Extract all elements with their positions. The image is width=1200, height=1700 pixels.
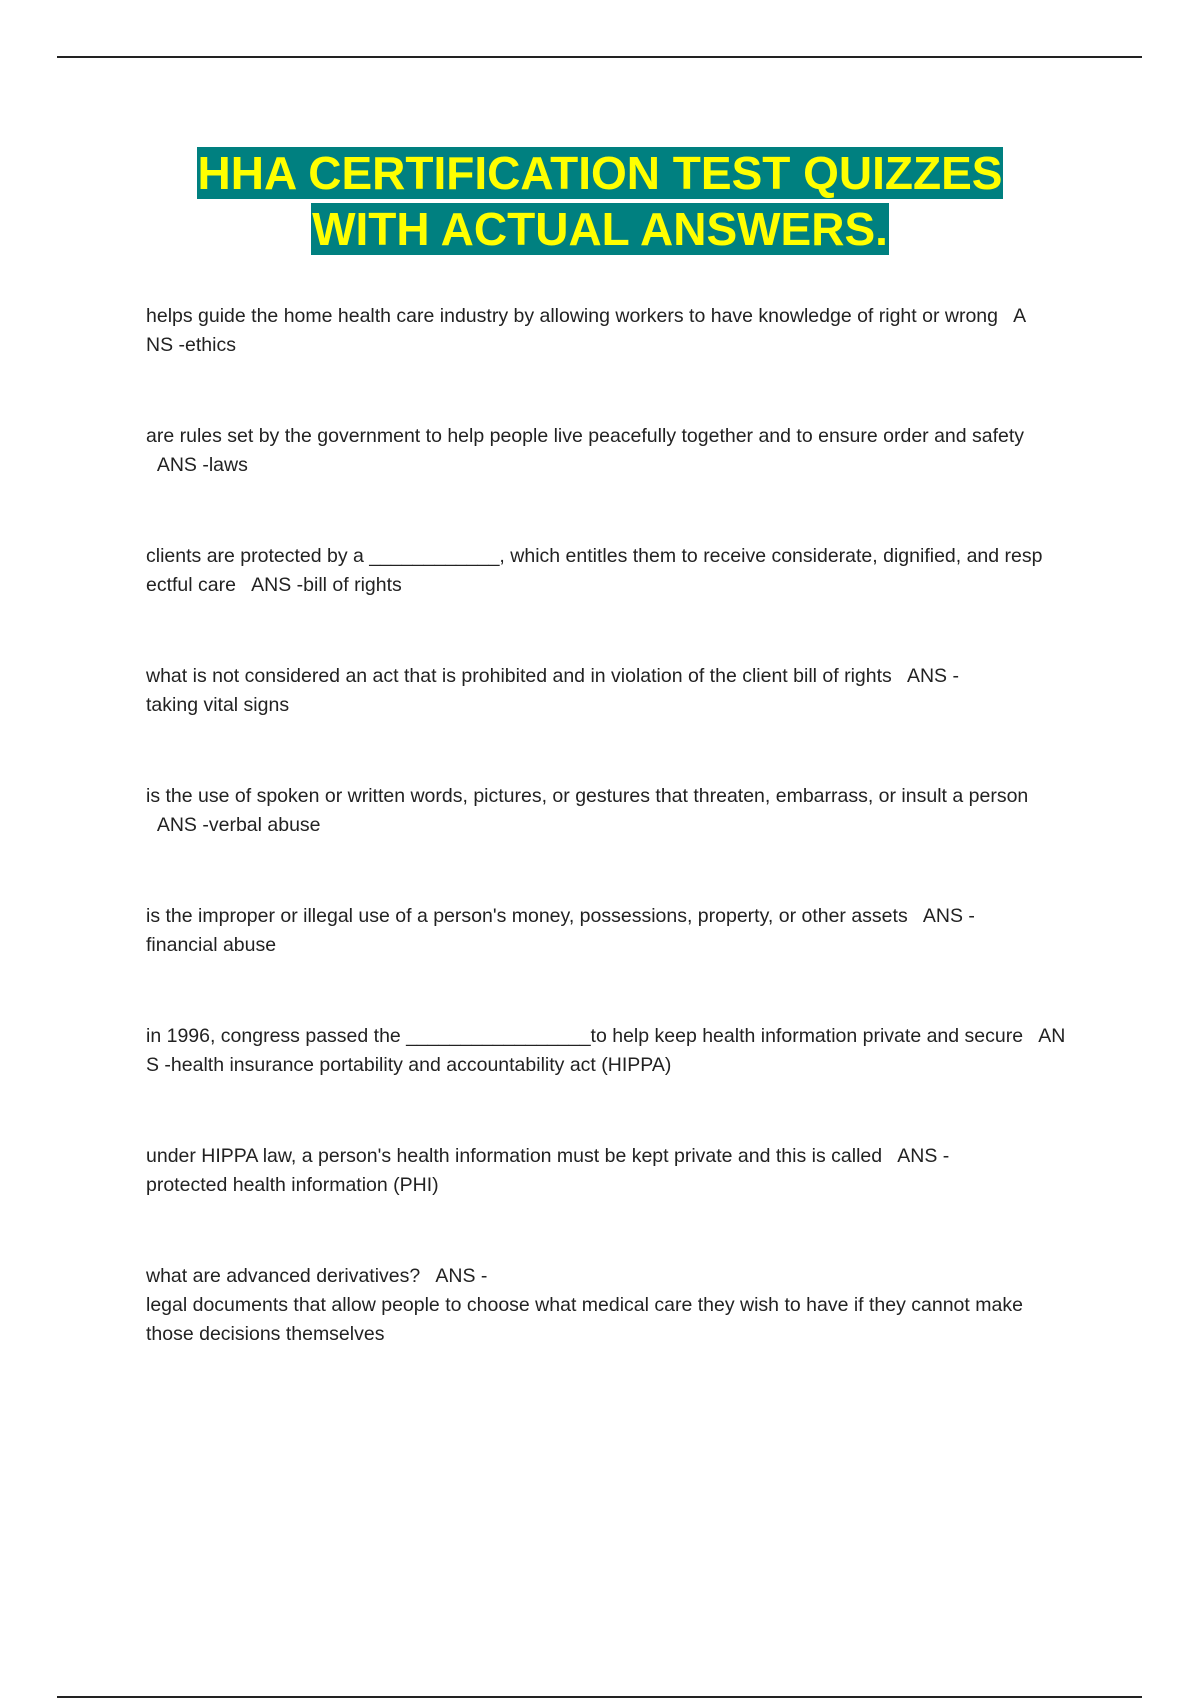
qa-item: under HIPPA law, a person's health information must be kept private and this is called ANS - protected health information (PHI) [146, 1145, 950, 1196]
top-rule [57, 56, 1142, 58]
qa-item: clients are protected by a ____________, which entitles them to receive considerate, dignified, and resp ectful care ANS -bill of rights [146, 545, 1043, 596]
qa-item: helps guide the home health care industry by allowing workers to have knowledge of right or wrong A NS -ethics [146, 305, 1027, 356]
question-answer-list [146, 302, 1086, 1349]
document-title [0, 145, 1200, 257]
bottom-rule [57, 1696, 1142, 1698]
qa-item: is the use of spoken or written words, pictures, or gestures that threaten, embarrass, or insult a person ANS -verbal abuse [146, 785, 1029, 836]
title-line-1: HHA CERTIFICATION TEST QUIZZES [197, 147, 1003, 199]
title-line-2: WITH ACTUAL ANSWERS. [312, 203, 888, 255]
qa-item: in 1996, congress passed the _________________to help keep health information private and secure AN S -health insurance portability and accountability act (HIPPA) [146, 1025, 1066, 1076]
qa-item: what are advanced derivatives? ANS - legal documents that allow people to choose what medical care they wish to have if they cannot make those decisions themselves [146, 1265, 1023, 1345]
qa-item: what is not considered an act that is prohibited and in violation of the client bill of rights ANS - taking vital signs [146, 665, 959, 716]
qa-item: is the improper or illegal use of a person's money, possessions, property, or other assets ANS - financial abuse [146, 905, 975, 956]
qa-item: are rules set by the government to help people live peacefully together and to ensure order and safety ANS -laws [146, 425, 1025, 476]
